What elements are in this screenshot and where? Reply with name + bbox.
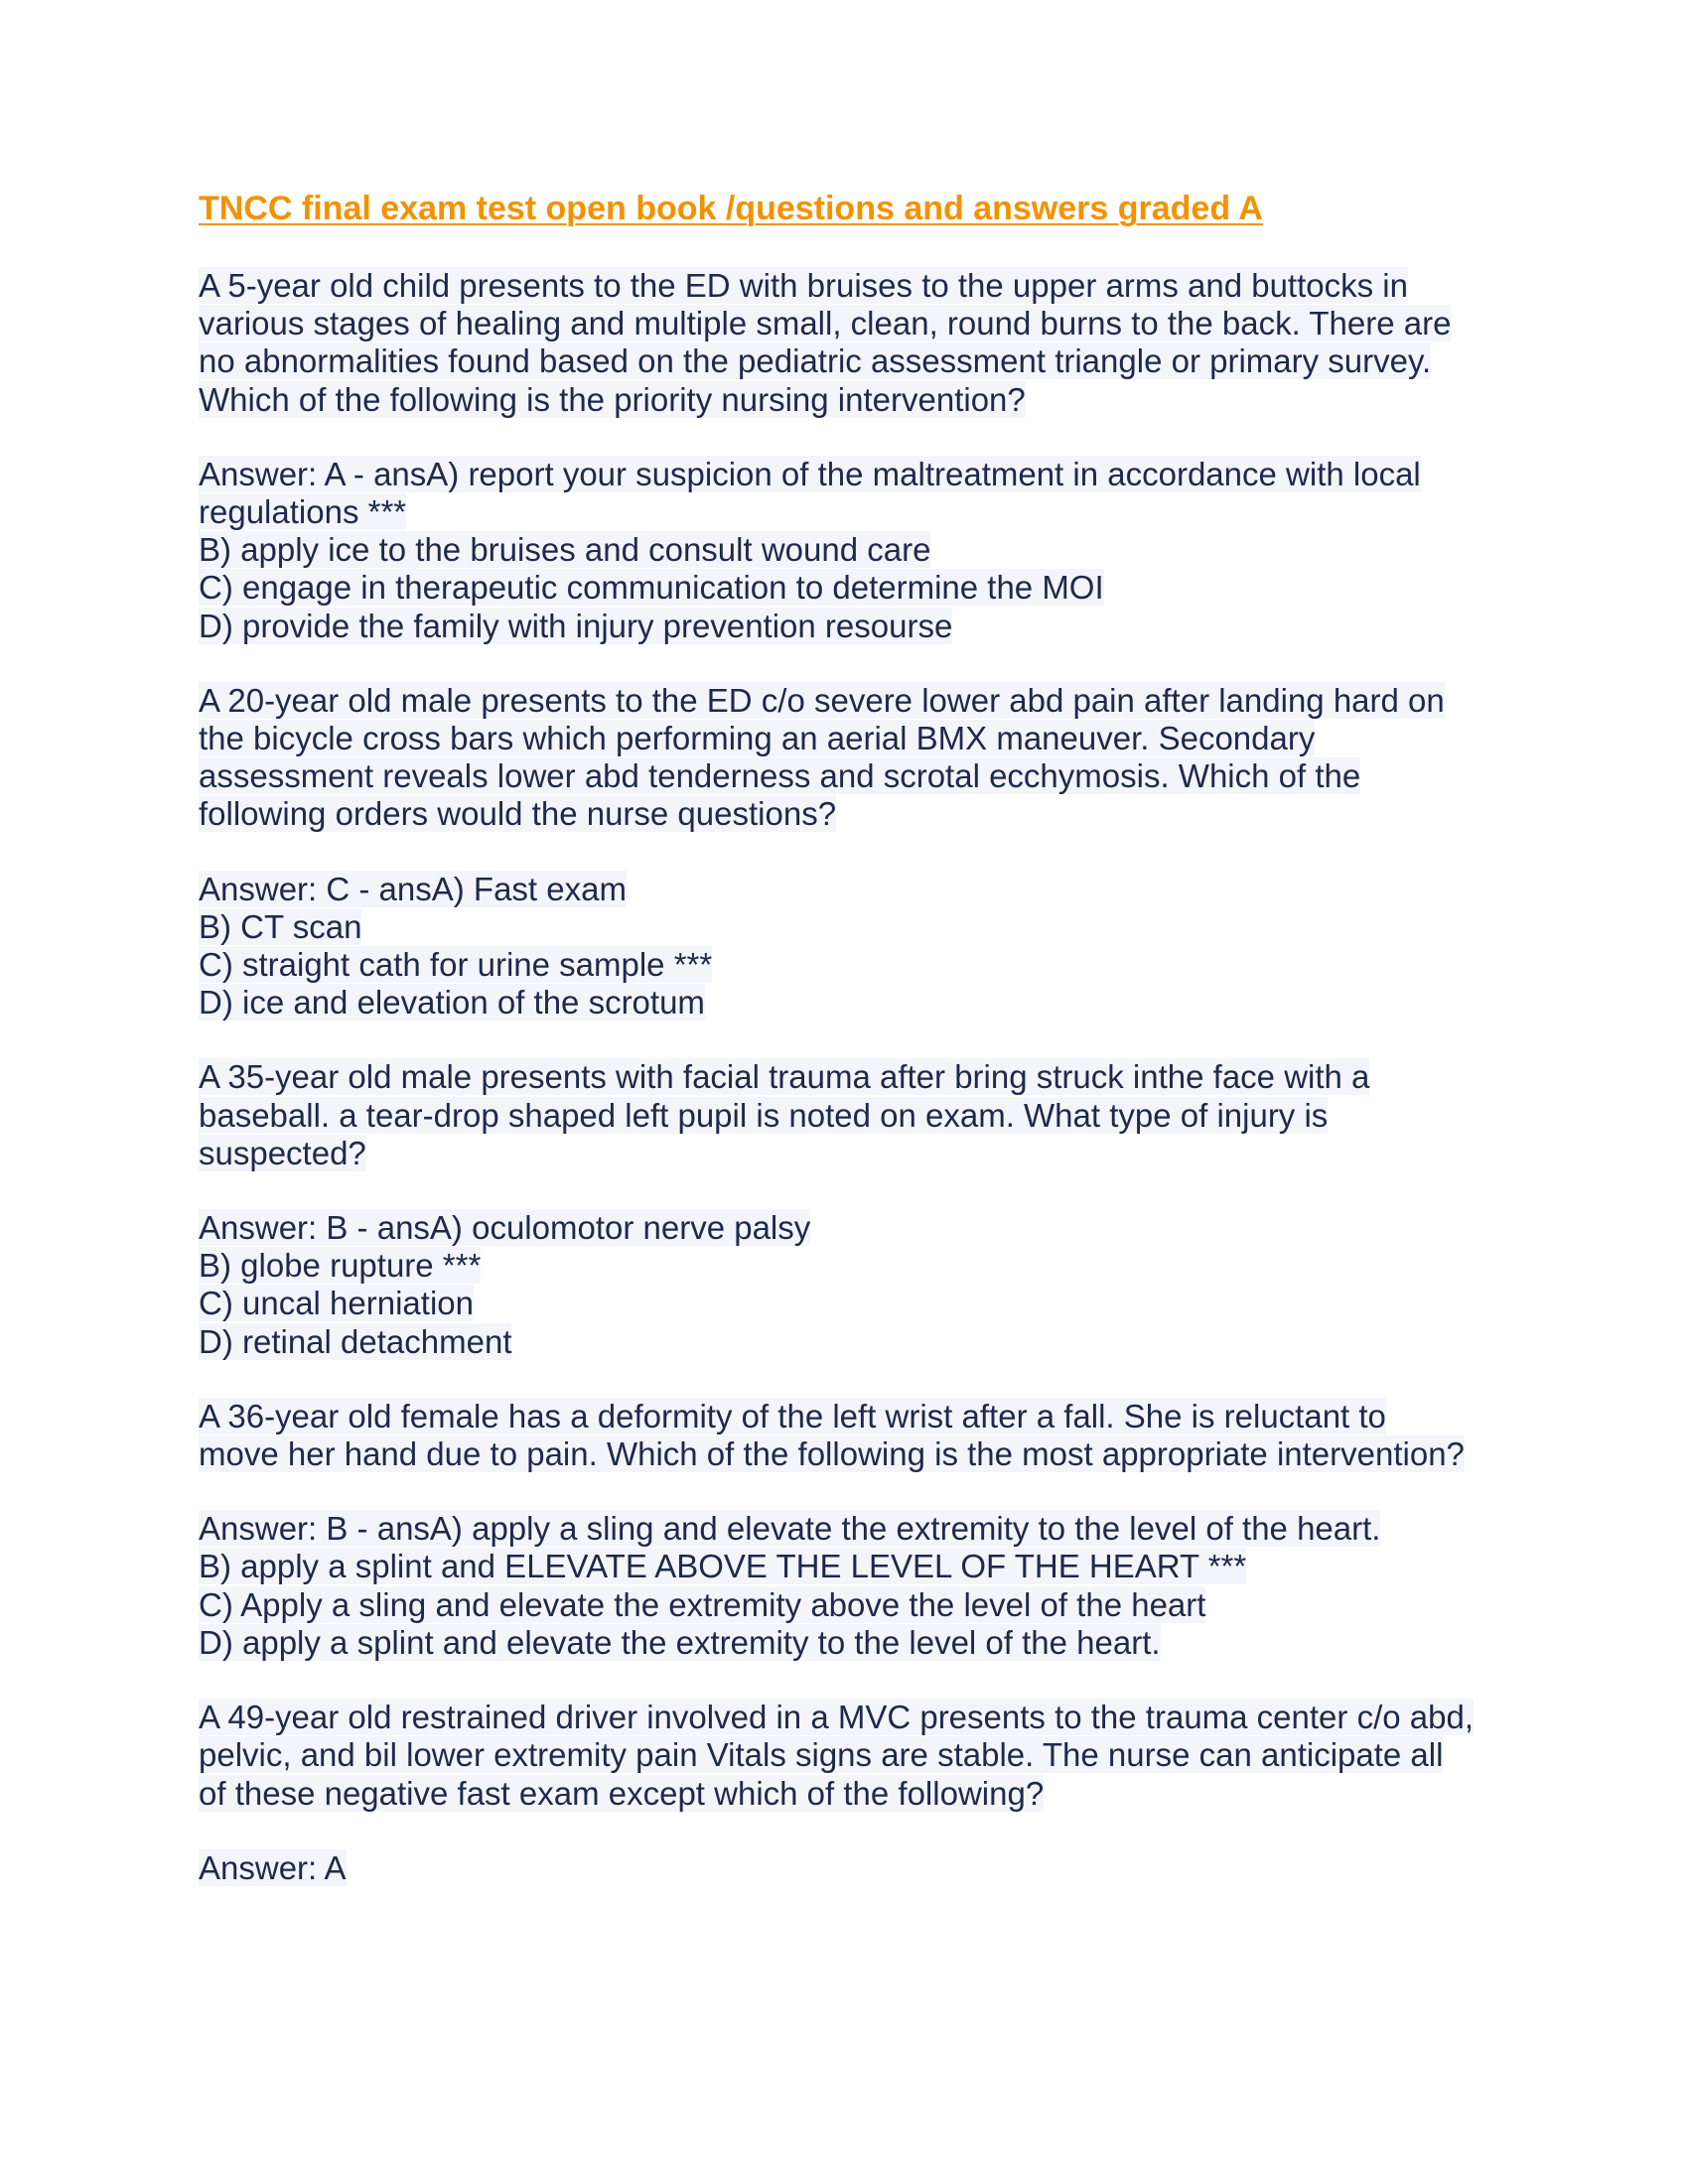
answer-line: Answer: B - ansA) apply a sling and elevate the extremity to the level of the heart. <box>199 1510 1381 1548</box>
question-2 <box>199 682 1529 834</box>
question-line: various stages of healing and multiple small, clean, round burns to the back. There are <box>199 305 1452 342</box>
answer-5 <box>199 1849 1529 1887</box>
answer-option: D) apply a splint and elevate the extremity to the level of the heart. <box>199 1623 1161 1661</box>
question-line: A 36-year old female has a deformity of the left wrist after a fall. She is reluctant to <box>199 1397 1386 1434</box>
question-line: A 35-year old male presents with facial trauma after bring struck inthe face with a <box>199 1058 1370 1096</box>
question-line: assessment reveals lower abd tenderness and scrotal ecchymosis. Which of the <box>199 757 1361 795</box>
answer-3 <box>199 1209 1529 1361</box>
answer-1 <box>199 456 1529 645</box>
answer-line: Answer: C - ansA) Fast exam <box>199 870 627 907</box>
answer-option: C) uncal herniation <box>199 1285 474 1322</box>
question-line: A 20-year old male presents to the ED c/o severe lower abd pain after landing hard on <box>199 681 1445 719</box>
question-line: A 5-year old child presents to the ED with bruises to the upper arms and buttocks in <box>199 267 1408 304</box>
answer-option: B) apply a splint and ELEVATE ABOVE THE LEVEL OF THE HEART *** <box>199 1548 1247 1585</box>
answer-line: Answer: B - ansA) oculomotor nerve palsy <box>199 1209 811 1247</box>
question-line: Which of the following is the priority nursing intervention? <box>199 380 1026 418</box>
question-line: no abnormalities found based on the pediatric assessment triangle or primary survey. <box>199 342 1432 380</box>
question-3 <box>199 1058 1529 1172</box>
answer-option: D) provide the family with injury prevention resourse <box>199 607 953 644</box>
answer-4 <box>199 1510 1529 1662</box>
answer-line: Answer: A <box>199 1848 347 1886</box>
answer-line: Answer: A - ansA) report your suspicion of the maltreatment in accordance with local <box>199 455 1421 492</box>
answer-option: C) engage in therapeutic communication to determine the MOI <box>199 569 1104 607</box>
document-title: TNCC final exam test open book /questions and answers graded A <box>199 190 1263 227</box>
answer-2 <box>199 871 1529 1023</box>
answer-option: C) Apply a sling and elevate the extremity above the level of the heart <box>199 1585 1206 1623</box>
question-line: suspected? <box>199 1134 366 1171</box>
question-line: baseball. a tear-drop shaped left pupil is noted on exam. What type of injury is <box>199 1096 1329 1134</box>
question-5 <box>199 1699 1529 1813</box>
question-line: move her hand due to pain. Which of the following is the most appropriate intervention? <box>199 1435 1465 1473</box>
question-line: A 49-year old restrained driver involved in a MVC presents to the trauma center c/o abd, <box>199 1699 1474 1736</box>
question-line: of these negative fast exam except which of the following? <box>199 1774 1045 1812</box>
answer-option: B) CT scan <box>199 907 362 945</box>
answer-option: D) retinal detachment <box>199 1322 512 1360</box>
question-1 <box>199 267 1529 419</box>
question-line: the bicycle cross bars which performing an aerial BMX maneuver. Secondary <box>199 720 1316 757</box>
answer-option: C) straight cath for urine sample *** <box>199 946 713 984</box>
document-content <box>199 187 1529 1924</box>
question-line: pelvic, and bil lower extremity pain Vitals signs are stable. The nurse can anticipate all <box>199 1736 1444 1774</box>
answer-option: D) ice and elevation of the scrotum <box>199 984 705 1022</box>
question-line: following orders would the nurse questions? <box>199 795 837 833</box>
answer-option: B) apply ice to the bruises and consult wound care <box>199 531 931 569</box>
answer-option: B) globe rupture *** <box>199 1247 482 1285</box>
answer-line: regulations *** <box>199 493 407 531</box>
question-4 <box>199 1398 1529 1473</box>
